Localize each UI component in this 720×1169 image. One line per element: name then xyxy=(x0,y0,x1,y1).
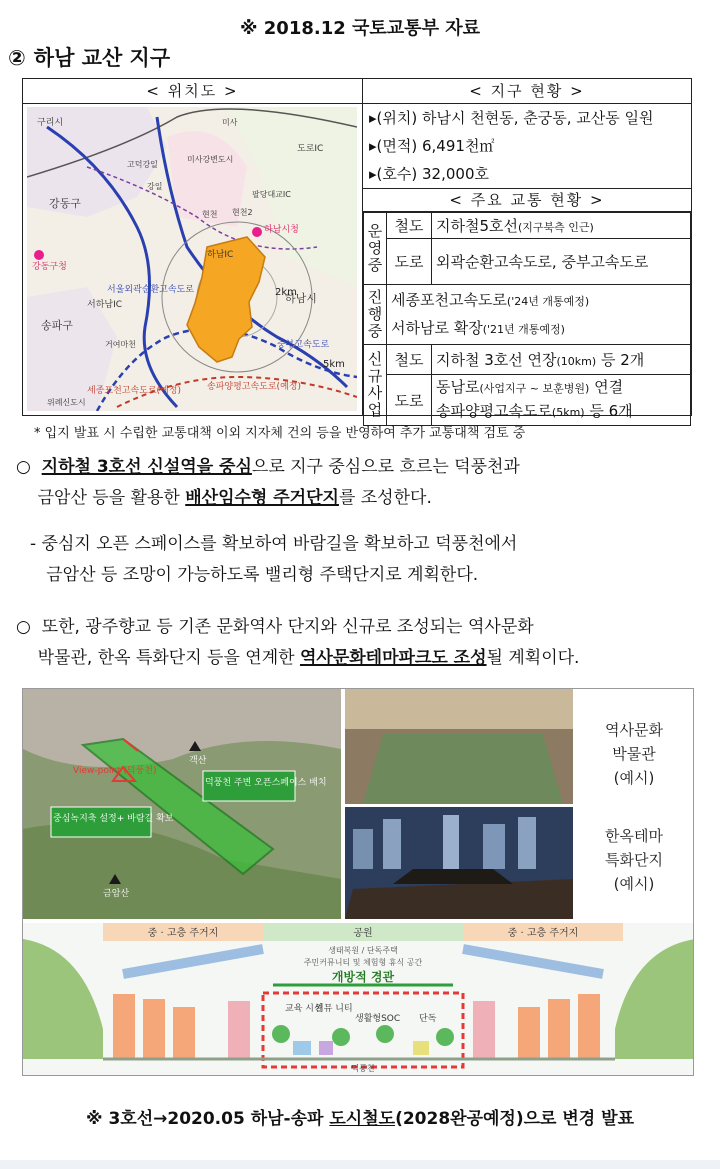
section-mid-label: 공원 xyxy=(353,928,373,939)
traffic-row: 지하철5호선(지구북측 인근) xyxy=(432,213,691,239)
map-label-jungbu: 중부고속도로 xyxy=(277,340,330,350)
map-label-ring-road: 서울외곽순환고속도로 xyxy=(107,285,194,295)
paragraph-3: ○ 또한, 광주향교 등 기존 문화역사 단지와 신규로 조성되는 역사문화 박물관, 한옥 특화단지 등을 연계한 역사문화테마파크도 조성될 계획이다. xyxy=(16,617,580,668)
traffic-group-new: 신규사업 xyxy=(364,345,387,426)
map-label-hanam: 하남시 xyxy=(285,292,317,305)
caption-hanok-1: 한옥테마 xyxy=(605,827,663,845)
map-label-guri: 구리시 xyxy=(37,118,64,128)
map-label-geoyeo: 거여마천 xyxy=(105,340,136,349)
traffic-row: 동남로(사업지구 ~ 보훈병원) 연결 송파양평고속도로(5km) 등 6개 xyxy=(432,375,691,426)
traffic-table: 운영중 철도 지하철5호선(지구북측 인근) 도로 외곽순환고속도로, 중부고속도로 진행중 세종포천고속도로('24년 개통예정) 서하남로 확장('21년 개통예정) 신규사업 철도 지하철 3호선 연장(10km) 등 2개 도로 동남로(사업지구 ~ 보훈병원) 연결 송파양평고속도로(5km) 등 6개 xyxy=(363,212,691,426)
section-mid-sub1: 생태복원 / 단독주택 xyxy=(328,946,398,955)
pic-label-open-space: 덕풍천 주변 오픈스페이스 배치 xyxy=(205,778,327,788)
plan-illustration-svg xyxy=(23,689,694,1076)
header-note: ※ 2018.12 국토교통부 자료 xyxy=(240,18,480,39)
section-left-label: 중 · 고층 주거지 xyxy=(147,928,219,939)
traffic-row: 지하철 3호선 연장(10km) 등 2개 xyxy=(432,345,691,375)
section-mid-sub2: 주민커뮤니티 및 체험형 휴식 공간 xyxy=(303,958,423,967)
overview-table xyxy=(22,78,692,420)
traffic-row: 세종포천고속도로('24년 개통예정) 서하남로 확장('21년 개통예정) xyxy=(387,285,691,345)
map-label-misa-gangbyeon: 미사강변도시 xyxy=(187,155,234,164)
section-community-label: 커뮤 니티 xyxy=(315,1004,353,1014)
traffic-header: < 주요 교통 현황 > xyxy=(363,188,691,212)
caption-hanok-2: 특화단지 xyxy=(605,851,663,869)
map-label-seohanam: 서하남IC xyxy=(87,300,123,310)
map-label-gangil: 강일 xyxy=(147,182,163,191)
map-label-hamdong: 팔당대교IC xyxy=(252,190,291,199)
map-header: < 위치도 > xyxy=(23,79,362,104)
pic-label-hill: 객산 xyxy=(189,756,207,766)
traffic-row: 외곽순환고속도로, 중부고속도로 xyxy=(432,239,691,285)
location-map xyxy=(27,107,357,411)
footnote: * 입지 발표 시 수립한 교통대책 이외 지자체 건의 등을 반영하여 추가 교통대책 검토 중 xyxy=(34,426,526,441)
section-house-label: 단독 xyxy=(419,1014,437,1024)
section-number: ② xyxy=(8,46,26,70)
map-label-songpa: 송파구 xyxy=(41,319,73,332)
status-column xyxy=(363,79,691,420)
status-households: ▸(호수) 32,000호 xyxy=(369,165,489,183)
map-label-sejong: 세종포천고속도로(예정) xyxy=(87,386,181,396)
section-title xyxy=(8,42,170,72)
paragraph-2: - 중심지 오픈 스페이스를 확보하여 바람길을 확보하고 덕풍천에서 금암산 등 조망이 가능하도록 밸리형 주택단지로 계획한다. xyxy=(30,534,518,585)
status-area: ▸(면적) 6,491천㎡ xyxy=(369,137,495,155)
pic-label-geumam: 금암산 xyxy=(103,889,130,899)
caption-museum-2: 박물관 xyxy=(612,745,656,763)
caption-museum-1: 역사문화 xyxy=(605,721,663,739)
map-label-songpa-yangpyeong: 송파양평고속도로(예정) xyxy=(207,382,301,392)
map-label-gangdong: 강동구 xyxy=(49,197,81,210)
paragraph-1: ○ 지하철 3호선 신설역을 중심으로 지구 중심으로 흐르는 덕풍천과 금암산 등을 활용한 배산임수형 주거단지를 조성한다. xyxy=(16,457,520,508)
section-stream-label: 덕풍천 xyxy=(351,1064,375,1073)
map-label-godeok: 고덕강일 xyxy=(127,160,158,169)
traffic-group-operating: 운영중 xyxy=(364,213,387,285)
bottom-note: ※ 3호선→2020.05 하남-송파 도시철도(2028완공예정)으로 변경 발표 xyxy=(86,1109,634,1129)
map-label-doro-ic: 도로IC xyxy=(297,144,324,154)
bottom-bar xyxy=(0,1160,720,1169)
section-edu-label: 교육 시설 xyxy=(285,1004,323,1014)
section-title-text: 하남 교산 지구 xyxy=(33,46,171,70)
map-label-hanam-ic: 하남IC xyxy=(207,250,234,260)
map-label-hyeonchon: 현천 xyxy=(202,210,218,219)
location-map-svg xyxy=(27,107,357,411)
status-header: < 지구 현황 > xyxy=(363,79,691,104)
map-label-5km: 5km xyxy=(323,359,345,370)
pic-label-green-axis: 중심녹지축 설정+ 바람길 확보 xyxy=(53,814,174,824)
open-view-label: 개방적 경관 xyxy=(331,970,395,984)
plan-illustration xyxy=(22,688,694,1076)
status-location: ▸(위치) 하남시 천현동, 춘궁동, 교산동 일원 xyxy=(369,109,654,127)
map-label-hyeonchon2: 현천2 xyxy=(232,208,253,217)
map-label-wirye: 위례신도시 xyxy=(47,398,86,407)
section-soc-label: 생활형SOC xyxy=(355,1014,401,1024)
location-column xyxy=(23,79,363,415)
map-label-hanam-office: 하남시청 xyxy=(264,225,299,235)
map-label-misa: 미사 xyxy=(222,118,238,127)
caption-museum-3: (예시) xyxy=(613,769,655,787)
caption-hanok-3: (예시) xyxy=(613,875,655,893)
section-right-label: 중 · 고층 주거지 xyxy=(507,928,579,939)
pic-label-viewpoint: View-point (덕풍천) xyxy=(73,766,157,776)
traffic-group-progress: 진행중 xyxy=(364,285,387,345)
map-label-gangdong-office: 강동구청 xyxy=(32,262,67,272)
map-label-2km: 2km xyxy=(275,287,297,298)
